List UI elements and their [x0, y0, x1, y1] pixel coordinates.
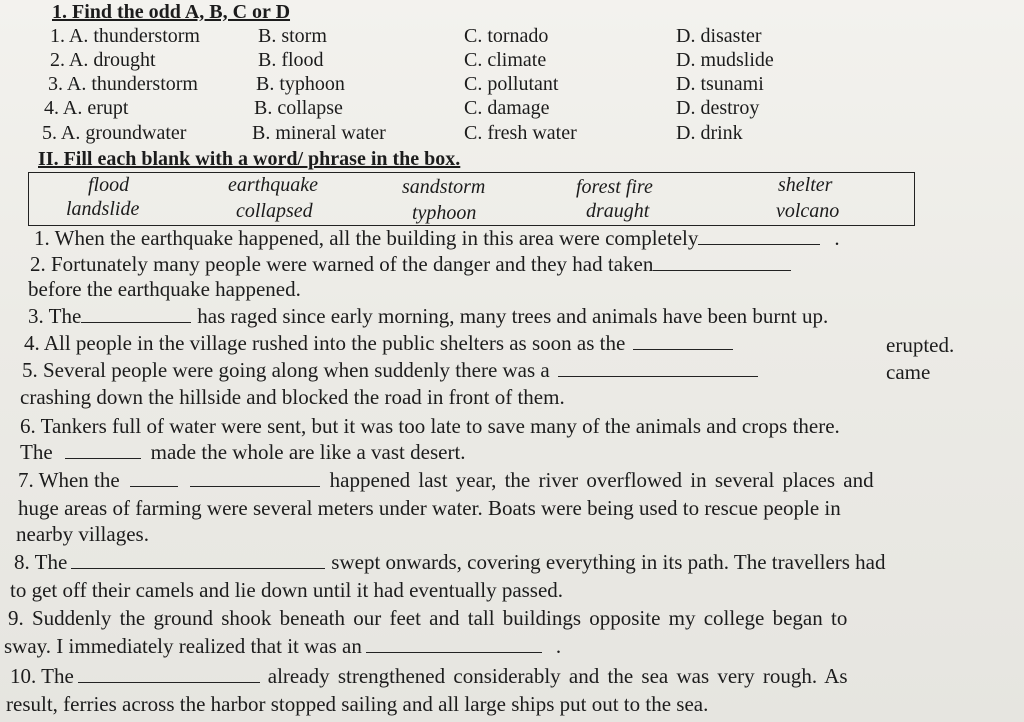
word-box-item: shelter: [778, 174, 833, 196]
sentence-text: erupted.: [886, 333, 955, 357]
q5-option-c: C. fresh water: [464, 122, 577, 144]
part1-title: 1. Find the odd A, B, C or D: [52, 1, 291, 23]
q5-option-a: 5. A. groundwater: [42, 122, 187, 144]
answer-blank[interactable]: [698, 226, 820, 245]
sentence-text: has raged since early morning, many trees and animals have been burnt up.: [197, 304, 829, 328]
q5-option-d: D. drink: [676, 122, 743, 144]
q4-option-b: B. collapse: [254, 97, 343, 119]
q2-option-a: 2. A. drought: [50, 49, 156, 71]
sentence-text: crashing down the hillside and blocked the road in front of them.: [20, 385, 565, 409]
word-box-item: flood: [88, 174, 130, 196]
q2-option-c: C. climate: [464, 49, 547, 71]
answer-blank[interactable]: [71, 550, 325, 569]
q4-option-d: D. destroy: [676, 97, 760, 119]
word-box-item: sandstorm: [402, 176, 486, 198]
sentence-text: to get off their camels and lie down until it had eventually passed.: [10, 578, 564, 602]
sentence-text: 6. Tankers full of water were sent, but it was too late to save many of the animals and crops there.: [20, 414, 840, 438]
sentence-7: [18, 468, 874, 493]
sentence-text: 4. All people in the village rushed into the public shelters as soon as the: [24, 331, 626, 355]
answer-blank[interactable]: [558, 358, 758, 377]
q1-option-a: 1. A. thunderstorm: [50, 25, 200, 47]
q3-option-b: B. typhoon: [256, 73, 345, 95]
sentence-text: .: [834, 226, 840, 250]
sentence-text: happened last year, the river overflowed in several places and: [329, 468, 874, 492]
sentence-text: huge areas of farming were several meters under water. Boats were being used to rescue people in: [18, 496, 841, 520]
sentence-text: 7. When the: [18, 468, 120, 492]
sentence-1: [34, 226, 840, 251]
sentence-text: 9. Suddenly the ground shook beneath our feet and tall buildings opposite my college began to: [8, 606, 848, 630]
word-box-item: collapsed: [236, 200, 313, 222]
q2-option-d: D. mudslide: [676, 49, 774, 71]
q5-option-b: B. mineral water: [252, 122, 386, 144]
answer-blank[interactable]: [78, 664, 260, 683]
sentence-4: [24, 331, 733, 356]
sentence-10: [10, 664, 848, 689]
sentence-5: [22, 358, 758, 383]
word-box-item: draught: [586, 200, 650, 222]
q2-option-b: B. flood: [258, 49, 324, 71]
q4-option-c: C. damage: [464, 97, 550, 119]
sentence-text: nearby villages.: [16, 522, 149, 546]
sentence-text: 3. The: [28, 304, 82, 328]
answer-blank[interactable]: [81, 304, 191, 323]
sentence-text: before the earthquake happened.: [28, 277, 301, 301]
word-box-item: forest fire: [576, 176, 653, 198]
sentence-text: 10. The: [10, 664, 74, 688]
sentence-3: [28, 304, 828, 329]
sentence-text: 1. When the earthquake happened, all the building in this area were completely: [34, 226, 699, 250]
sentence-9: [4, 634, 561, 659]
answer-blank[interactable]: [366, 634, 542, 653]
word-box-item: volcano: [776, 200, 840, 222]
word-box-item: earthquake: [228, 174, 318, 196]
answer-blank[interactable]: [130, 468, 178, 487]
q4-option-a: 4. A. erupt: [44, 97, 129, 119]
sentence-text: result, ferries across the harbor stopped sailing and all large ships put out to the sea.: [6, 692, 709, 716]
q3-option-d: D. tsunami: [676, 73, 764, 95]
word-box-item: landslide: [66, 198, 140, 220]
sentence-2: [30, 252, 791, 277]
sentence-text: already strengthened considerably and the sea was very rough. As: [267, 664, 848, 688]
sentence-text: .: [555, 634, 562, 658]
sentence-text: 8. The: [14, 550, 68, 574]
answer-blank[interactable]: [190, 468, 320, 487]
sentence-text: 5. Several people were going along when suddenly there was a: [22, 358, 550, 382]
answer-blank[interactable]: [653, 252, 791, 271]
word-box-item: typhoon: [412, 202, 477, 224]
answer-blank[interactable]: [633, 331, 733, 350]
q1-option-c: C. tornado: [464, 25, 549, 47]
q1-option-d: D. disaster: [676, 25, 762, 47]
sentence-text: made the whole are like a vast desert.: [150, 440, 466, 464]
q3-option-c: C. pollutant: [464, 73, 559, 95]
q3-option-a: 3. A. thunderstorm: [48, 73, 198, 95]
answer-blank[interactable]: [65, 440, 141, 459]
q1-option-b: B. storm: [258, 25, 327, 47]
sentence-6: [20, 440, 466, 465]
sentence-text: sway. I immediately realized that it was an: [4, 634, 362, 658]
part2-title: II. Fill each blank with a word/ phrase in the box.: [38, 148, 461, 170]
sentence-text: swept onwards, covering everything in its path. The travellers had: [331, 550, 886, 574]
sentence-text: 2. Fortunately many people were warned of the danger and they had taken: [30, 252, 654, 276]
sentence-text: came: [886, 360, 931, 384]
sentence-text: The: [20, 440, 53, 464]
sentence-8: [14, 550, 886, 575]
